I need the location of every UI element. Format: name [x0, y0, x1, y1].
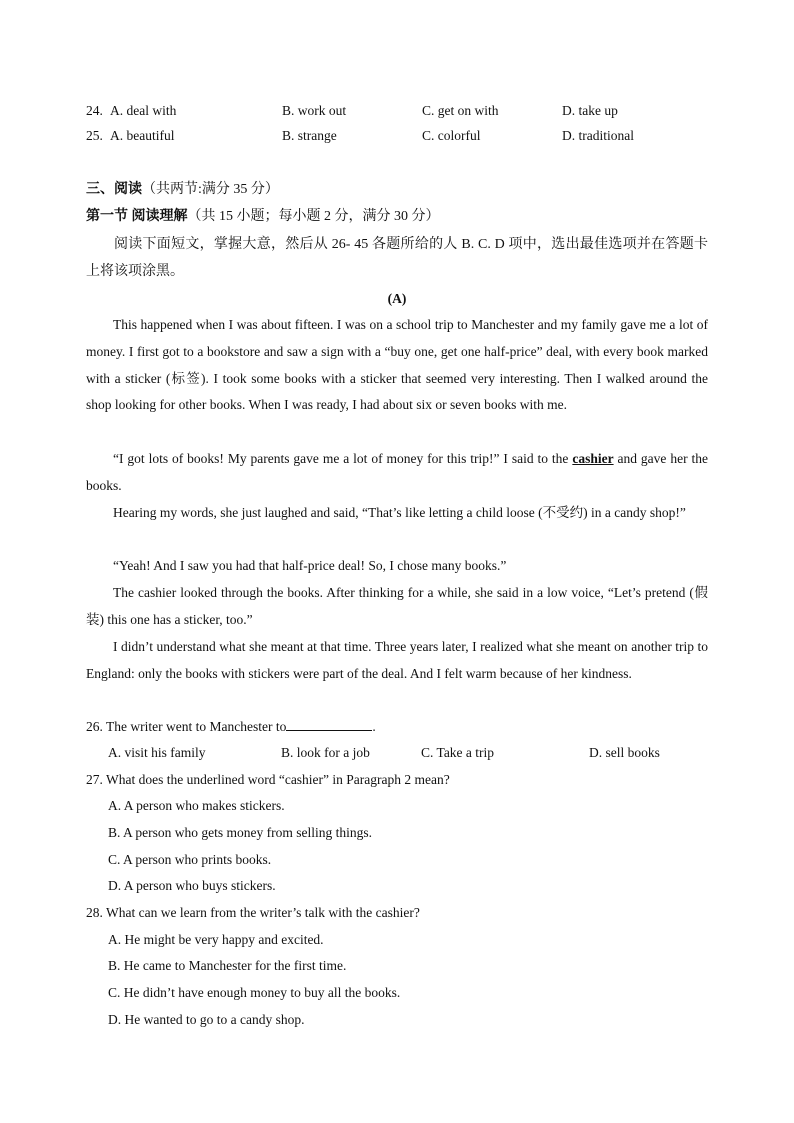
passage-paragraph-4: “Yeah! And I saw you had that half-price deal! So, I chose many books.”	[113, 558, 507, 573]
option-b: B. look for a job	[281, 745, 370, 760]
paragraph-2-text-before: “I got lots of books! My parents gave me a lot of money for this trip!” I said to the	[113, 451, 573, 466]
section-title	[86, 180, 279, 200]
option-a: A. visit his family	[108, 745, 206, 760]
option-b: B. work out	[282, 103, 347, 118]
option-a: A. beautiful	[110, 128, 175, 143]
passage-paragraph-3: Hearing my words, she just laughed and said, “That’s like letting a child loose (不受约) in a candy shop!”	[113, 505, 686, 520]
section-title-rest: （共两节:满分 35 分）	[142, 182, 279, 197]
question-number: 25.	[86, 128, 103, 143]
part-title-rest: （共 15 小题；每小题 2 分，满分 30 分）	[187, 209, 440, 224]
question-28-option-a: A. He might be very happy and excited.	[108, 932, 324, 947]
question-27-stem: 27. What does the underlined word “cashier” in Paragraph 2 mean?	[86, 772, 450, 787]
part-title	[86, 207, 440, 227]
question-27-option-a: A. A person who makes stickers.	[108, 798, 285, 813]
option-c: C. Take a trip	[421, 745, 495, 760]
passage-paragraph-1: This happened when I was about fifteen. I was on a school trip to Manchester and my family gave me a lot of money. I first got to a bookstore and saw a sign with a “buy one, get one half-price” deal, with every book marked with a sticker (标签). I took some books with a sticker that seemed very interesting. Then I walked around the shop looking for other books. When I was ready, I had about six or seven books with me.	[86, 317, 708, 413]
section-title-bold: 三、阅读	[86, 182, 142, 197]
option-a: A. deal with	[110, 103, 177, 118]
part-title-bold: 第一节 阅读理解	[86, 209, 188, 224]
question-26-end: .	[372, 719, 376, 734]
passage-paragraph-2	[86, 446, 708, 500]
question-26-stem: 26. The writer went to Manchester to	[86, 719, 287, 734]
option-d: D. take up	[562, 103, 618, 118]
underlined-word-cashier: cashier	[572, 451, 614, 466]
question-28-option-c: C. He didn’t have enough money to buy all the books.	[108, 985, 401, 1000]
question-28-stem: 28. What can we learn from the writer’s talk with the cashier?	[86, 905, 420, 920]
option-d: D. traditional	[562, 128, 634, 143]
passage-paragraph-5: The cashier looked through the books. After thinking for a while, she said in a low voice, “Let’s pretend (假装) this one has a sticker, too.”	[86, 585, 708, 627]
question-number: 24.	[86, 103, 103, 118]
paragraph-2-text-after: and gave her the books.	[86, 451, 708, 493]
answer-blank	[286, 718, 372, 731]
passage-label: (A)	[387, 291, 407, 306]
question-27-option-b: B. A person who gets money from selling things.	[108, 825, 372, 840]
option-c: C. colorful	[422, 128, 481, 143]
question-27-option-d: D. A person who buys stickers.	[108, 878, 276, 893]
option-c: C. get on with	[422, 103, 499, 118]
question-28-option-d: D. He wanted to go to a candy shop.	[108, 1012, 305, 1027]
question-26	[86, 718, 376, 736]
passage-paragraph-6: I didn’t understand what she meant at that time. Three years later, I realized what she meant on another trip to England: only the books with stickers were part of the deal. And I felt warm because of her kindness.	[86, 639, 708, 681]
question-28-option-b: B. He came to Manchester for the first time.	[108, 958, 347, 973]
option-d: D. sell books	[589, 745, 660, 760]
instructions: 阅读下面短文，掌握大意，然后从 26- 45 各题所给的人 B. C. D 项中，选出最佳选项并在答题卡上将该项涂黑。	[86, 237, 708, 279]
question-27-option-c: C. A person who prints books.	[108, 852, 272, 867]
option-b: B. strange	[282, 128, 337, 143]
